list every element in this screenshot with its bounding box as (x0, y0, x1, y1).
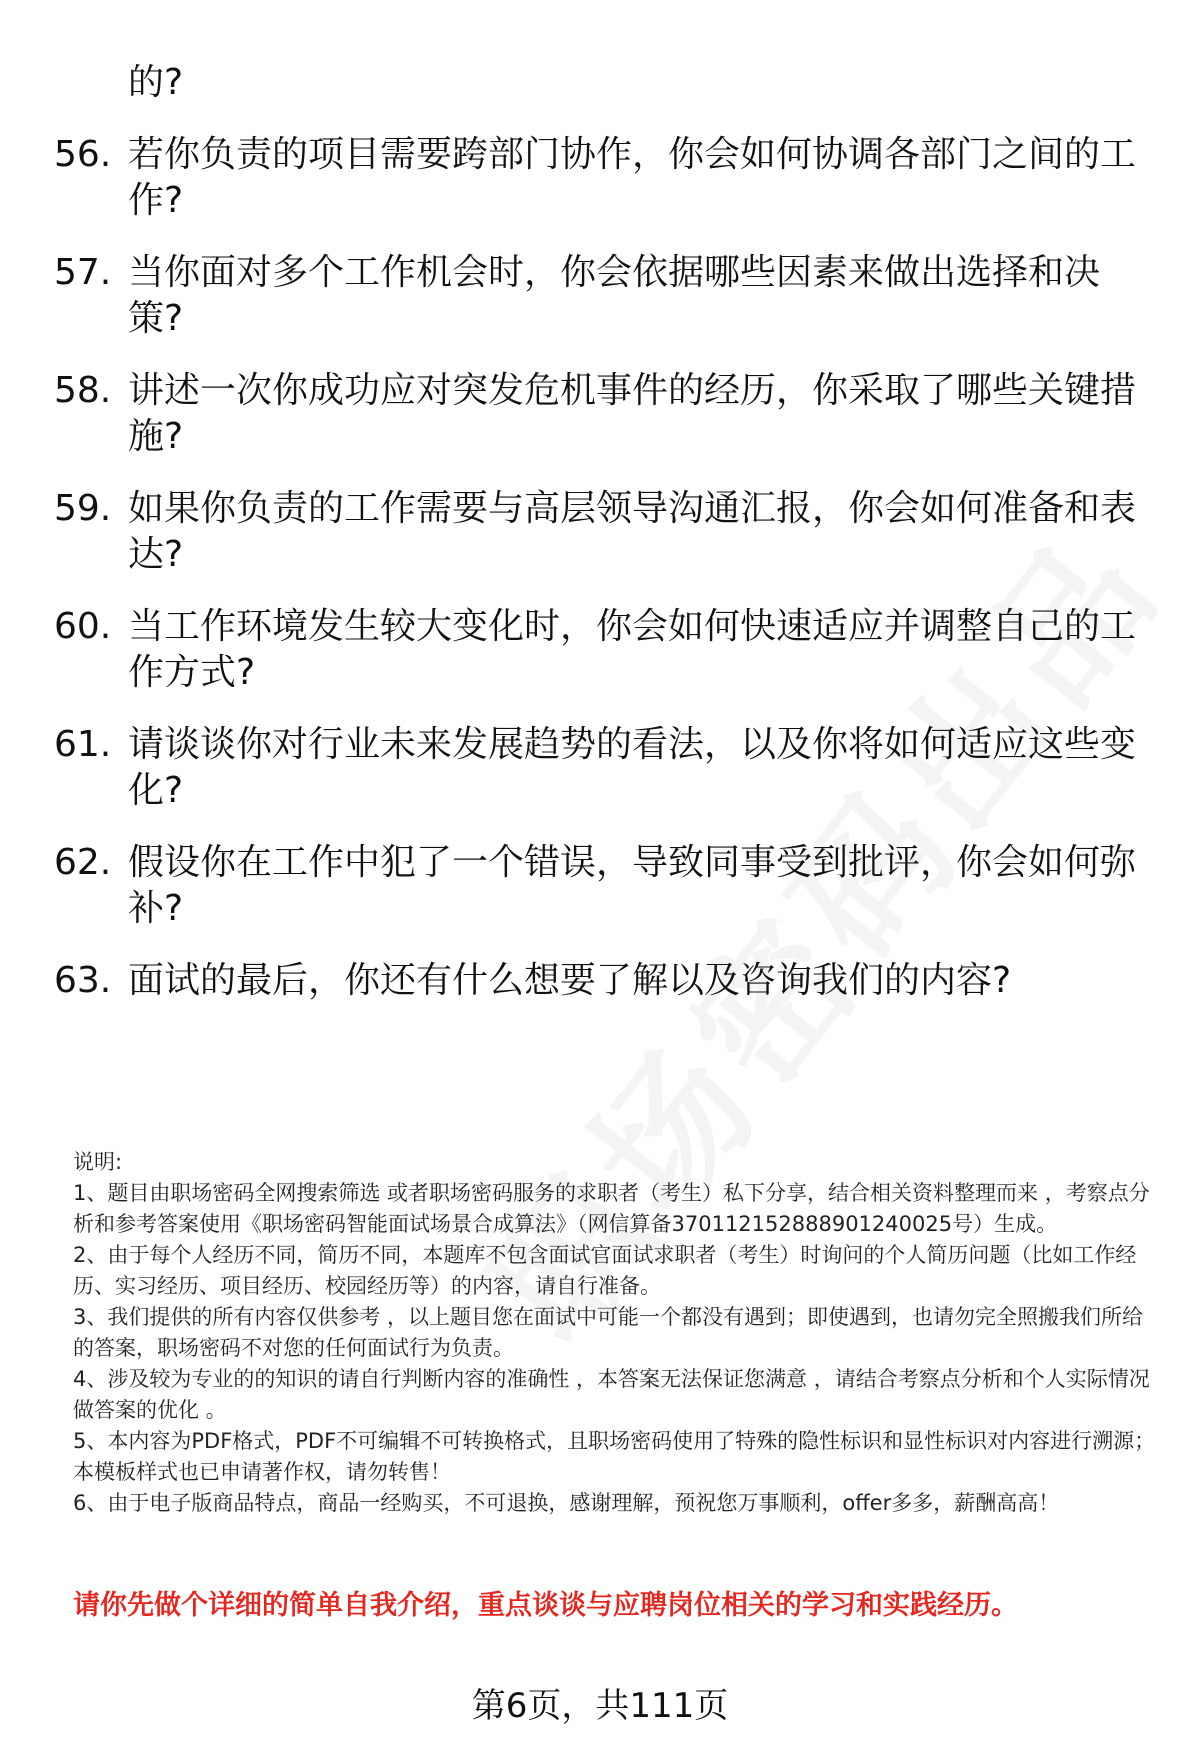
page-number: 第6页，共111页 (471, 1686, 729, 1726)
note-item: 4、涉及较为专业的的知识的请自行判断内容的准确性 ，本答案无法保证您满意 ，请结合考察点分析和个人实际情况做答案的优化 。 (73, 1367, 1150, 1422)
question-continuation: 的? (128, 62, 184, 103)
question-number: 61. (54, 724, 112, 765)
note-item: 2、由于每个人经历不同，简历不同，本题库不包含面试官面试求职者（考生）时询问的个人简历问题（比如工作经历、实习经历、项目经历、校园经历等）的内容，请自行准备。 (73, 1243, 1137, 1298)
note-item: 6、由于电子版商品特点，商品一经购买，不可退换，感谢理解，预祝您万事顺利，offer多多，薪酬高高！ (73, 1491, 1060, 1515)
question-text: 假设你在工作中犯了一个错误，导致同事受到批评，你会如何弥补? (128, 842, 1137, 929)
notes-title: 说明: (73, 1150, 123, 1174)
note-item: 3、我们提供的所有内容仅供参考 ，以上题目您在面试中可能一个都没有遇到；即使遇到，也请勿完全照搬我们所给的答案，职场密码不对您的任何面试行为负责。 (73, 1305, 1144, 1360)
question-text: 面试的最后，你还有什么想要了解以及咨询我们的内容? (128, 960, 1012, 1001)
question-number: 59. (54, 488, 112, 529)
question-text: 当你面对多个工作机会时，你会依据哪些因素来做出选择和决策? (128, 252, 1101, 339)
question-text: 若你负责的项目需要跨部门协作，你会如何协调各部门之间的工作? (128, 134, 1137, 221)
question-text: 当工作环境发生较大变化时，你会如何快速适应并调整自己的工作方式? (128, 606, 1137, 693)
note-item: 5、本内容为PDF格式，PDF不可编辑不可转换格式，且职场密码使用了特殊的隐性标识和显性标识对内容进行溯源；本模板样式也已申请著作权，请勿转售！ (73, 1429, 1156, 1484)
notes-section (73, 1147, 1163, 1519)
question-text: 讲述一次你成功应对突发危机事件的经历，你采取了哪些关键措施? (128, 370, 1137, 457)
question-text: 如果你负责的工作需要与高层领导沟通汇报，你会如何准备和表达? (128, 488, 1137, 575)
question-number: 60. (54, 606, 112, 647)
question-number: 62. (54, 842, 112, 883)
question-number: 57. (54, 252, 112, 293)
question-text: 请谈谈你对行业未来发展趋势的看法，以及你将如何适应这些变化? (128, 724, 1137, 811)
highlight-prompt: 请你先做个详细的简单自我介绍，重点谈谈与应聘岗位相关的学习和实践经历。 (73, 1590, 1018, 1621)
note-item: 1、题目由职场密码全网搜索筛选 或者职场密码服务的求职者（考生）私下分享，结合相关资料整理而来 ，考察点分析和参考答案使用《职场密码智能面试场景合成算法》（网信算备370112152888901240025号）生成。 (73, 1181, 1150, 1236)
question-number: 56. (54, 134, 112, 175)
question-number: 63. (54, 960, 112, 1001)
question-number: 58. (54, 370, 112, 411)
